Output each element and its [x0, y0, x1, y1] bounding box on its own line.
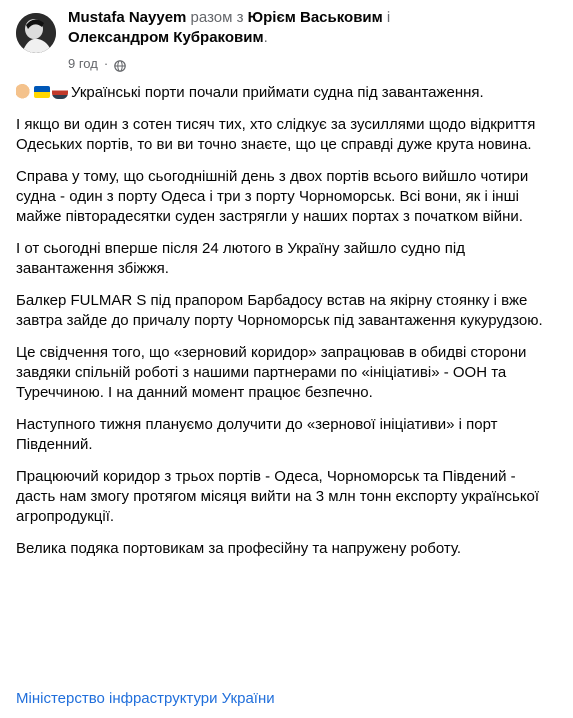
ukraine-flag-emoji: [34, 86, 50, 98]
author-line-2: [68, 28, 390, 48]
connector-text: разом з: [186, 9, 248, 26]
paragraph-1: [16, 83, 556, 103]
paragraph-5: Балкер FULMAR S під прапором Барбадосу встав на якірну стоянку і вже завтра зайде до причалу порту Чорноморськ під завантаження кукурудзою.: [16, 292, 543, 329]
author-name[interactable]: Mustafa Nayyem: [68, 9, 187, 26]
post-time[interactable]: 9 год: [68, 56, 98, 71]
paragraph-4: І от сьогодні вперше після 24 лютого в Україну зайшло судно під завантаження збіжжя.: [16, 240, 465, 277]
post-meta: [68, 54, 390, 74]
paragraph-1-text: Українські порти почали приймати судна під завантаження.: [71, 84, 484, 101]
coauthor-1[interactable]: Юрієм Васьковим: [247, 9, 383, 26]
connector-text-2: і: [382, 9, 391, 26]
ship-emoji: [52, 86, 68, 99]
period: .: [263, 29, 268, 46]
paragraph-8: Працюючий коридор з трьох портів - Одеса, Чорноморськ та Південий - дасть нам змогу протягом місяця вийти на 3 млн тонн експорту української агропродукції.: [16, 468, 540, 525]
globe-icon[interactable]: [114, 58, 126, 70]
profile-avatar[interactable]: [16, 13, 56, 53]
flexed-biceps-emoji: [16, 84, 32, 100]
paragraph-2: І якщо ви один з сотен тисяч тих, хто слідкує за зусиллями щодо відкриття Одеських портів, то ви ви точно знаєте, що це справді дуже крута новина.: [16, 116, 536, 153]
paragraph-7: Наступного тижня плануємо долучити до «зернової ініціативи» і порт Південний.: [16, 416, 498, 453]
paragraph-6: Це свідчення того, що «зерновий коридор» запрацював в обидві сторони завдяки спільній роботі з нашими партнерами по «ініціативі» - ООН та Туреччиною. І на данний момент працює безпечно.: [16, 344, 527, 401]
post-body: [16, 83, 556, 571]
coauthor-2[interactable]: Олександром Кубраковим: [68, 29, 264, 46]
author-line: [68, 8, 390, 28]
avatar-image: [16, 13, 56, 53]
ministry-link[interactable]: Міністерство інфраструктури України: [16, 690, 275, 707]
header-text: [68, 8, 390, 74]
post-header: [16, 8, 390, 74]
emoji-group: [16, 84, 68, 100]
paragraph-9: Велика подяка портовикам за професійну та напружену роботу.: [16, 540, 462, 557]
meta-separator: ·: [103, 56, 109, 71]
paragraph-3: Справа у тому, що сьогоднішній день з двох портів всього вийшло чотири судна - один з порту Одеса і три з порту Чорноморськ. Всі вони, як і інші майже півторадесятки суден застрягли у наших портах з початком війни.: [16, 168, 529, 225]
